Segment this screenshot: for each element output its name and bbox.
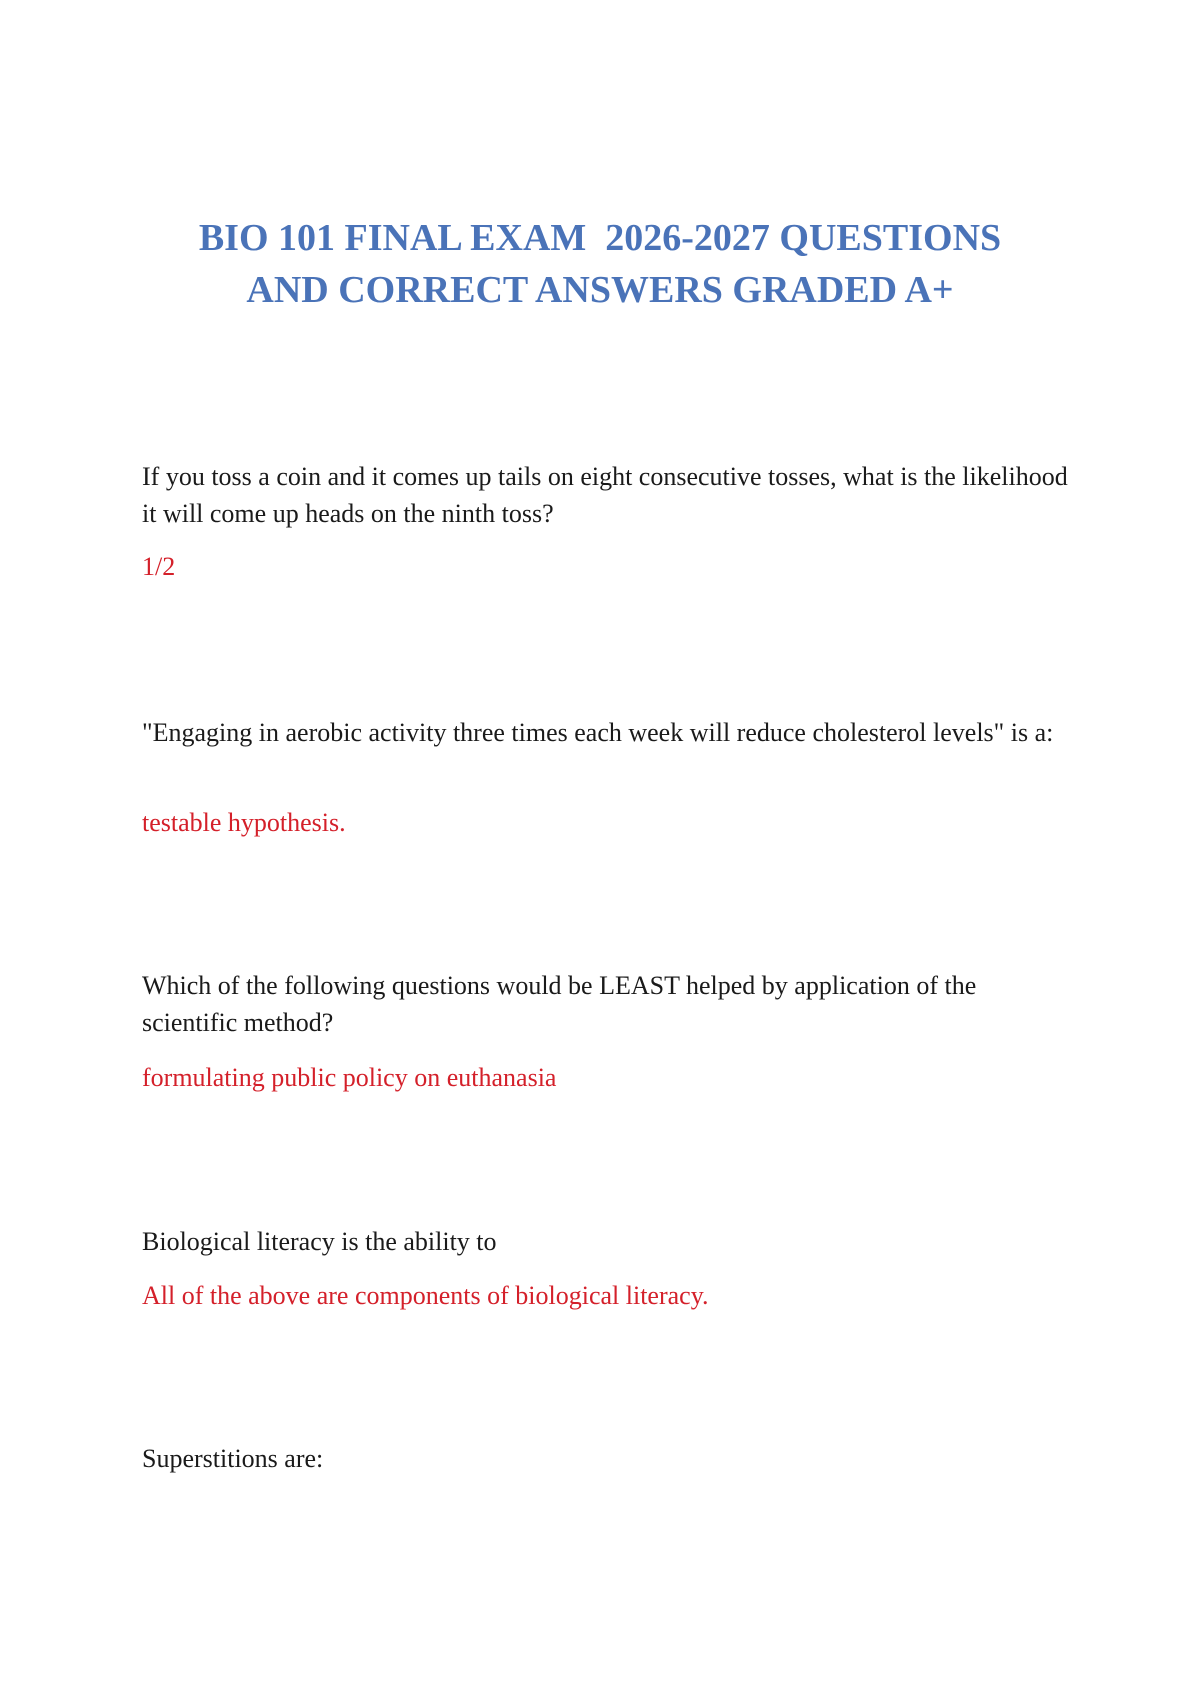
answer-3: formulating public policy on euthanasia	[142, 1063, 557, 1092]
answer-1: 1/2	[142, 552, 176, 581]
answer-2: testable hypothesis.	[142, 808, 346, 837]
answer-4: All of the above are components of biological literacy.	[142, 1281, 709, 1310]
question-1: If you toss a coin and it comes up tails on eight consecutive tosses, what is the likelihood it will come up heads on the ninth toss?	[142, 462, 1068, 528]
question-4: Biological literacy is the ability to	[142, 1227, 497, 1256]
document-title	[120, 212, 1080, 316]
question-5: Superstitions are:	[142, 1444, 324, 1473]
question-3: Which of the following questions would be LEAST helped by application of the scientific method?	[142, 971, 977, 1037]
title-line-1: BIO 101 FINAL EXAM 2026-2027 QUESTIONS	[198, 217, 1002, 259]
question-2: "Engaging in aerobic activity three times each week will reduce cholesterol levels" is a:	[142, 718, 1054, 747]
title-line-2: AND CORRECT ANSWERS GRADED A+	[246, 269, 954, 311]
